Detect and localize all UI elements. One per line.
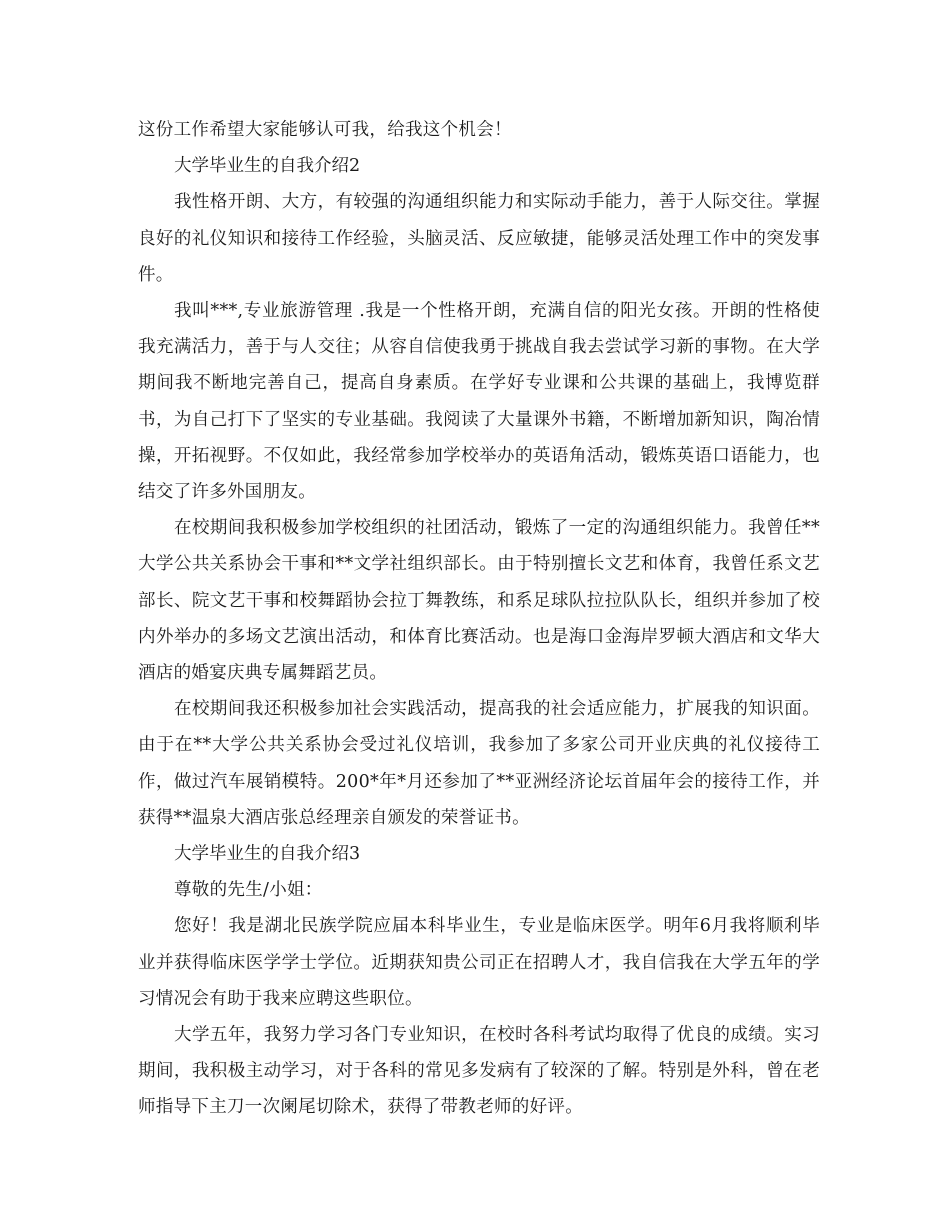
paragraph-salutation: 尊敬的先生/小姐： xyxy=(174,880,323,901)
section-heading-2: 大学毕业生的自我介绍2 xyxy=(174,156,361,177)
section-heading-3: 大学毕业生的自我介绍3 xyxy=(174,844,361,865)
paragraph-personality: 我性格开朗、大方，有较强的沟通组织能力和实际动手能力，善于人际交往。掌握良好的礼仪知识和接待工作经验，头脑灵活、反应敏捷，能够灵活处理工作中的突发事件。 xyxy=(138,192,820,285)
paragraph-social-practice: 在校期间我还积极参加社会实践活动，提高我的社会适应能力，扩展我的知识面。由于在**大学公共关系协会受过礼仪培训，我参加了多家公司开业庆典的礼仪接待工作，做过汽车展销模特。200*年*月还参加了**亚洲经济论坛首届年会的接待工作，并获得**温泉大酒店张总经理亲自颁发的荣誉证书。 xyxy=(138,699,820,828)
paragraph-club-activities: 在校期间我积极参加学校组织的社团活动，锻炼了一定的沟通组织能力。我曾任**大学公共关系协会干事和**文学社组织部长。由于特别擅长文艺和体育，我曾任系文艺部长、院文艺干事和校舞蹈协会拉丁舞教练，和系足球队拉拉队队长，组织并参加了校内外举办的多场文艺演出活动，和体育比赛活动。也是海口金海岸罗顿大酒店和文华大酒店的婚宴庆典专属舞蹈艺员。 xyxy=(138,518,820,684)
paragraph-greeting: 您好！我是湖北民族学院应届本科毕业生，专业是临床医学。明年6月我将顺利毕业并获得临床医学学士学位。近期获知贵公司正在招聘人才，我自信我在大学五年的学习情况会有助于我来应聘这些职位。 xyxy=(138,916,820,1009)
paragraph-closing-line: 这份工作希望大家能够认可我，给我这个机会！ xyxy=(138,120,512,140)
paragraph-introduction: 我叫***,专业旅游管理 .我是一个性格开朗，充满自信的阳光女孩。开朗的性格使我充满活力，善于与人交往；从容自信使我勇于挑战自我去尝试学习新的事物。在大学期间我不断地完善自己，提高自身素质。在学好专业课和公共课的基础上，我博览群书，为自己打下了坚实的专业基础。我阅读了大量课外书籍，不断增加新知识，陶冶情操，开拓视野。不仅如此，我经常参加学校举办的英语角活动，锻炼英语口语能力，也结交了许多外国朋友。 xyxy=(138,301,820,503)
paragraph-study: 大学五年，我努力学习各门专业知识，在校时各科考试均取得了优良的成绩。实习期间，我积极主动学习，对于各科的常见多发病有了较深的了解。特别是外科，曾在老师指导下主刀一次阑尾切除术，获得了带教老师的好评。 xyxy=(138,1025,820,1118)
document-body xyxy=(138,112,820,1126)
